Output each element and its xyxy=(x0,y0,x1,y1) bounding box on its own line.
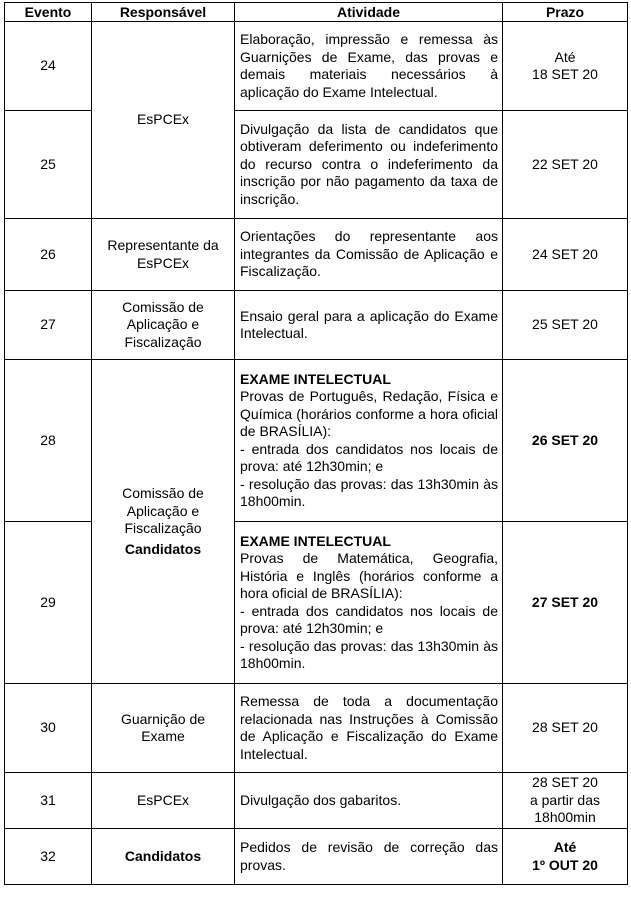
atividade-cell: Orientações do representante aos integrantes da Comissão de Aplicação e Fiscalização. xyxy=(235,219,503,291)
atividade-cell: Pedidos de revisão de correção das provas. xyxy=(235,829,503,885)
prazo-cell: 25 SET 20 xyxy=(503,291,628,360)
prazo-cell xyxy=(503,22,628,111)
prazo-cell xyxy=(503,773,628,829)
atividade-cell: Ensaio geral para a aplicação do Exame Intelectual. xyxy=(235,291,503,360)
table-row xyxy=(5,360,628,522)
table-row xyxy=(5,291,628,360)
evento-cell: 25 xyxy=(5,111,92,219)
prazo-line: 28 SET 20 xyxy=(532,774,598,791)
responsavel-line: Comissão de xyxy=(122,485,204,501)
prazo-cell xyxy=(503,829,628,885)
responsavel-cell xyxy=(92,684,235,773)
atividade-cell xyxy=(235,360,503,522)
atividade-title: EXAME INTELECTUAL xyxy=(240,370,391,387)
responsavel-cell xyxy=(92,291,235,360)
evento-cell: 24 xyxy=(5,22,92,111)
atividade-bullet: - entrada dos candidatos nos locais de prova: até 12h30min; e xyxy=(240,602,498,636)
table-row xyxy=(5,829,628,885)
evento-cell: 31 xyxy=(5,773,92,829)
atividade-bullet: - entrada dos candidatos nos locais de prova: até 12h30min; e xyxy=(240,440,498,474)
responsavel-line: Aplicação e xyxy=(126,502,200,519)
responsavel-cell: EsPCEx xyxy=(92,22,235,219)
header-evento: Evento xyxy=(5,3,92,22)
responsavel-candidatos: Candidatos xyxy=(124,540,202,557)
evento-cell: 29 xyxy=(5,522,92,684)
prazo-line: a partir das xyxy=(529,791,601,808)
prazo-line: Até xyxy=(554,48,576,65)
schedule-table xyxy=(4,2,628,885)
responsavel-line: EsPCEx xyxy=(136,254,190,271)
atividade-title: EXAME INTELECTUAL xyxy=(240,532,391,549)
header-row xyxy=(5,3,628,22)
header-prazo: Prazo xyxy=(503,3,628,22)
header-responsavel: Responsável xyxy=(92,3,235,22)
table-row xyxy=(5,22,628,111)
responsavel-line: Representante da xyxy=(107,237,219,253)
responsavel-cell: EsPCEx xyxy=(92,773,235,829)
evento-cell: 26 xyxy=(5,219,92,291)
atividade-text: Provas de Matemática, Geografia, História e Inglês (horários conforme a hora oficial de BRASÍLIA): xyxy=(240,550,498,601)
atividade-bullet: - resolução das provas: das 13h30min às 18h00min. xyxy=(240,475,498,509)
responsavel-cell xyxy=(92,360,235,684)
atividade-cell xyxy=(235,522,503,684)
atividade-bullet: - resolução das provas: das 13h30min às 18h00min. xyxy=(240,637,498,671)
responsavel-line: Guarnição de xyxy=(120,710,206,727)
prazo-cell: 24 SET 20 xyxy=(503,219,628,291)
table-row xyxy=(5,219,628,291)
responsavel-line: Aplicação e xyxy=(126,316,200,333)
evento-cell: 32 xyxy=(5,829,92,885)
table-row xyxy=(5,684,628,773)
prazo-cell: 27 SET 20 xyxy=(503,522,628,684)
atividade-cell: Divulgação da lista de candidatos que obtiveram deferimento ou indeferimento do recurso contra o indeferimento da inscrição por não pagamento da taxa de inscrição. xyxy=(235,111,503,219)
prazo-line: 18 SET 20 xyxy=(532,66,598,82)
prazo-line: 18h00min xyxy=(534,809,596,826)
prazo-line: 1º OUT 20 xyxy=(532,856,598,873)
table-row xyxy=(5,773,628,829)
atividade-cell: Remessa de toda a documentação relacionada nas Instruções à Comissão de Aplicação e Fiscalização do Exame Intelectual. xyxy=(235,684,503,773)
responsavel-line: Comissão de xyxy=(122,298,204,315)
prazo-cell: 28 SET 20 xyxy=(503,684,628,773)
prazo-cell: 26 SET 20 xyxy=(503,360,628,522)
atividade-text: Provas de Português, Redação, Física e Química (horários conforme a hora oficial de BRASÍLIA): xyxy=(240,388,498,439)
prazo-line: Até xyxy=(553,839,577,855)
responsavel-cell: Candidatos xyxy=(92,829,235,885)
responsavel-line: Exame xyxy=(141,728,185,744)
prazo-cell: 22 SET 20 xyxy=(503,111,628,219)
header-atividade: Atividade xyxy=(235,3,503,22)
evento-cell: 28 xyxy=(5,360,92,522)
atividade-cell: Divulgação dos gabaritos. xyxy=(235,773,503,829)
responsavel-line: Fiscalização xyxy=(124,520,202,536)
atividade-cell: Elaboração, impressão e remessa às Guarnições de Exame, das provas e demais materiais necessários à aplicação do Exame Intelectual. xyxy=(235,22,503,111)
responsavel-cell xyxy=(92,219,235,291)
evento-cell: 30 xyxy=(5,684,92,773)
evento-cell: 27 xyxy=(5,291,92,360)
responsavel-line: Fiscalização xyxy=(124,333,202,350)
